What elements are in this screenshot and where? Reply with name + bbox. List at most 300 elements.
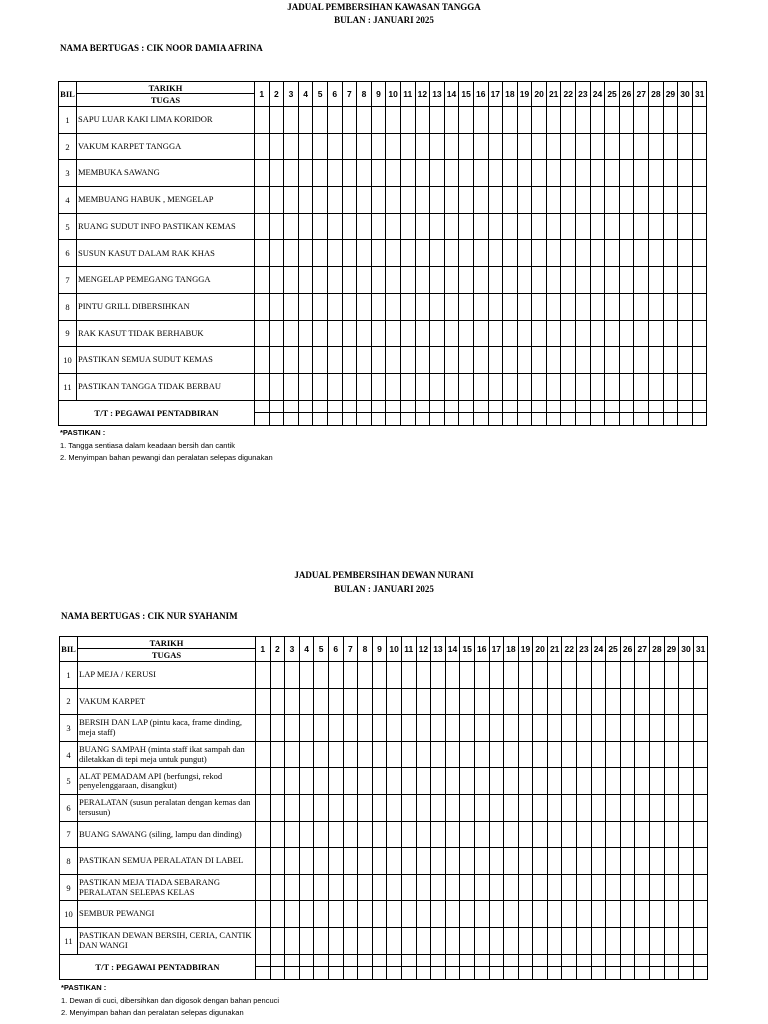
sheet1-check-cell[interactable] [503,133,518,160]
sheet2-check-cell[interactable] [372,741,387,768]
sheet2-check-cell[interactable] [328,874,343,901]
sheet1-check-cell[interactable] [692,293,707,320]
sheet1-check-cell[interactable] [576,373,591,400]
sheet1-signature-cell[interactable] [692,400,707,413]
sheet1-signature-cell[interactable] [649,400,664,413]
sheet1-check-cell[interactable] [298,160,313,187]
sheet1-check-cell[interactable] [255,240,270,267]
sheet1-signature-cell[interactable] [313,400,328,413]
sheet1-check-cell[interactable] [605,373,620,400]
sheet1-check-cell[interactable] [619,373,634,400]
sheet1-check-cell[interactable] [546,267,561,294]
sheet2-check-cell[interactable] [547,688,562,715]
sheet2-check-cell[interactable] [679,688,694,715]
sheet2-check-cell[interactable] [591,662,606,689]
sheet2-check-cell[interactable] [591,901,606,928]
sheet1-check-cell[interactable] [386,293,401,320]
sheet2-check-cell[interactable] [416,901,431,928]
sheet1-check-cell[interactable] [517,107,532,134]
sheet2-check-cell[interactable] [401,715,416,742]
sheet2-check-cell[interactable] [679,901,694,928]
sheet1-check-cell[interactable] [357,320,372,347]
sheet2-signature-cell[interactable] [591,967,606,980]
sheet1-signature-cell[interactable] [357,413,372,426]
sheet1-check-cell[interactable] [678,213,693,240]
sheet2-check-cell[interactable] [650,874,665,901]
sheet2-check-cell[interactable] [328,821,343,848]
sheet1-check-cell[interactable] [415,160,430,187]
sheet2-check-cell[interactable] [664,768,679,795]
sheet2-check-cell[interactable] [299,662,314,689]
sheet1-signature-cell[interactable] [532,413,547,426]
sheet2-signature-cell[interactable] [445,967,460,980]
sheet2-check-cell[interactable] [577,741,592,768]
sheet1-signature-cell[interactable] [459,413,474,426]
sheet2-signature-cell[interactable] [474,967,489,980]
sheet1-check-cell[interactable] [678,240,693,267]
sheet2-signature-cell[interactable] [314,954,329,967]
sheet1-check-cell[interactable] [488,187,503,214]
sheet2-check-cell[interactable] [431,662,446,689]
sheet2-check-cell[interactable] [270,848,285,875]
sheet1-check-cell[interactable] [430,160,445,187]
sheet1-check-cell[interactable] [576,293,591,320]
sheet2-check-cell[interactable] [285,901,300,928]
sheet2-check-cell[interactable] [635,927,650,954]
sheet1-check-cell[interactable] [692,267,707,294]
sheet1-check-cell[interactable] [269,133,284,160]
sheet2-check-cell[interactable] [693,662,708,689]
sheet1-check-cell[interactable] [590,373,605,400]
sheet2-check-cell[interactable] [533,794,548,821]
sheet2-signature-cell[interactable] [416,967,431,980]
sheet1-check-cell[interactable] [532,293,547,320]
sheet1-check-cell[interactable] [488,133,503,160]
sheet1-check-cell[interactable] [327,320,342,347]
sheet2-check-cell[interactable] [401,821,416,848]
sheet2-check-cell[interactable] [416,848,431,875]
sheet1-signature-cell[interactable] [692,413,707,426]
sheet1-check-cell[interactable] [619,133,634,160]
sheet2-signature-cell[interactable] [679,967,694,980]
sheet2-check-cell[interactable] [606,688,621,715]
sheet1-check-cell[interactable] [298,373,313,400]
sheet1-check-cell[interactable] [269,187,284,214]
sheet2-check-cell[interactable] [416,768,431,795]
sheet1-check-cell[interactable] [430,133,445,160]
sheet1-check-cell[interactable] [298,107,313,134]
sheet1-check-cell[interactable] [649,293,664,320]
sheet1-check-cell[interactable] [619,107,634,134]
sheet1-check-cell[interactable] [459,107,474,134]
sheet2-check-cell[interactable] [664,715,679,742]
sheet2-check-cell[interactable] [314,874,329,901]
sheet2-check-cell[interactable] [664,848,679,875]
sheet1-check-cell[interactable] [546,160,561,187]
sheet2-signature-cell[interactable] [445,954,460,967]
sheet1-check-cell[interactable] [590,240,605,267]
sheet2-check-cell[interactable] [416,794,431,821]
sheet2-check-cell[interactable] [328,927,343,954]
sheet2-check-cell[interactable] [518,741,533,768]
sheet1-check-cell[interactable] [590,133,605,160]
sheet1-check-cell[interactable] [415,293,430,320]
sheet2-check-cell[interactable] [474,848,489,875]
sheet1-signature-cell[interactable] [400,400,415,413]
sheet1-check-cell[interactable] [313,107,328,134]
sheet2-check-cell[interactable] [474,688,489,715]
sheet1-check-cell[interactable] [473,107,488,134]
sheet1-check-cell[interactable] [517,240,532,267]
sheet2-signature-cell[interactable] [591,954,606,967]
sheet2-check-cell[interactable] [504,901,519,928]
sheet2-check-cell[interactable] [387,821,402,848]
sheet2-check-cell[interactable] [606,848,621,875]
sheet1-check-cell[interactable] [663,320,678,347]
sheet1-check-cell[interactable] [663,267,678,294]
sheet1-check-cell[interactable] [473,213,488,240]
sheet2-check-cell[interactable] [358,874,373,901]
sheet1-check-cell[interactable] [590,347,605,374]
sheet1-check-cell[interactable] [503,293,518,320]
sheet1-check-cell[interactable] [255,320,270,347]
sheet2-check-cell[interactable] [547,794,562,821]
sheet1-check-cell[interactable] [561,320,576,347]
sheet2-check-cell[interactable] [518,794,533,821]
sheet1-check-cell[interactable] [546,240,561,267]
sheet1-check-cell[interactable] [692,373,707,400]
sheet2-check-cell[interactable] [664,741,679,768]
sheet1-signature-cell[interactable] [386,400,401,413]
sheet1-check-cell[interactable] [400,267,415,294]
sheet1-check-cell[interactable] [692,187,707,214]
sheet1-check-cell[interactable] [561,347,576,374]
sheet2-check-cell[interactable] [256,927,271,954]
sheet2-check-cell[interactable] [299,927,314,954]
sheet1-check-cell[interactable] [400,240,415,267]
sheet1-check-cell[interactable] [327,187,342,214]
sheet2-check-cell[interactable] [401,741,416,768]
sheet1-check-cell[interactable] [371,267,386,294]
sheet2-check-cell[interactable] [606,874,621,901]
sheet2-check-cell[interactable] [693,688,708,715]
sheet2-check-cell[interactable] [562,901,577,928]
sheet1-check-cell[interactable] [590,187,605,214]
sheet2-check-cell[interactable] [635,741,650,768]
sheet1-check-cell[interactable] [605,160,620,187]
sheet2-check-cell[interactable] [343,715,358,742]
sheet2-check-cell[interactable] [562,768,577,795]
sheet2-check-cell[interactable] [489,821,504,848]
sheet1-check-cell[interactable] [663,213,678,240]
sheet1-check-cell[interactable] [678,133,693,160]
sheet1-check-cell[interactable] [255,187,270,214]
sheet2-check-cell[interactable] [635,848,650,875]
sheet1-check-cell[interactable] [386,133,401,160]
sheet2-check-cell[interactable] [285,741,300,768]
sheet1-check-cell[interactable] [298,240,313,267]
sheet2-check-cell[interactable] [460,927,475,954]
sheet1-check-cell[interactable] [619,347,634,374]
sheet2-check-cell[interactable] [372,821,387,848]
sheet1-check-cell[interactable] [357,187,372,214]
sheet1-check-cell[interactable] [473,347,488,374]
sheet2-check-cell[interactable] [299,901,314,928]
sheet2-check-cell[interactable] [547,821,562,848]
sheet1-signature-cell[interactable] [619,400,634,413]
sheet1-signature-cell[interactable] [663,413,678,426]
sheet1-signature-cell[interactable] [386,413,401,426]
sheet1-check-cell[interactable] [357,133,372,160]
sheet1-check-cell[interactable] [357,213,372,240]
sheet2-check-cell[interactable] [591,848,606,875]
sheet2-check-cell[interactable] [387,901,402,928]
sheet1-check-cell[interactable] [459,240,474,267]
sheet2-check-cell[interactable] [562,688,577,715]
sheet1-check-cell[interactable] [400,213,415,240]
sheet2-check-cell[interactable] [387,874,402,901]
sheet2-check-cell[interactable] [562,821,577,848]
sheet2-check-cell[interactable] [518,688,533,715]
sheet2-signature-cell[interactable] [547,967,562,980]
sheet2-check-cell[interactable] [314,901,329,928]
sheet1-check-cell[interactable] [532,267,547,294]
sheet1-check-cell[interactable] [459,293,474,320]
sheet2-check-cell[interactable] [460,901,475,928]
sheet2-check-cell[interactable] [518,874,533,901]
sheet1-check-cell[interactable] [444,133,459,160]
sheet2-check-cell[interactable] [387,662,402,689]
sheet2-check-cell[interactable] [489,768,504,795]
sheet1-check-cell[interactable] [634,187,649,214]
sheet2-check-cell[interactable] [679,821,694,848]
sheet1-check-cell[interactable] [561,133,576,160]
sheet1-signature-cell[interactable] [590,400,605,413]
sheet1-signature-cell[interactable] [517,413,532,426]
sheet1-check-cell[interactable] [298,133,313,160]
sheet2-check-cell[interactable] [343,901,358,928]
sheet2-check-cell[interactable] [358,688,373,715]
sheet2-check-cell[interactable] [577,688,592,715]
sheet2-signature-cell[interactable] [577,967,592,980]
sheet1-check-cell[interactable] [255,133,270,160]
sheet2-check-cell[interactable] [635,794,650,821]
sheet1-check-cell[interactable] [415,267,430,294]
sheet2-check-cell[interactable] [387,848,402,875]
sheet1-check-cell[interactable] [430,240,445,267]
sheet1-check-cell[interactable] [386,373,401,400]
sheet2-signature-cell[interactable] [606,954,621,967]
sheet1-check-cell[interactable] [546,187,561,214]
sheet2-signature-cell[interactable] [372,967,387,980]
sheet1-check-cell[interactable] [619,160,634,187]
sheet1-check-cell[interactable] [561,240,576,267]
sheet1-signature-cell[interactable] [415,413,430,426]
sheet2-check-cell[interactable] [358,715,373,742]
sheet2-check-cell[interactable] [358,741,373,768]
sheet1-check-cell[interactable] [576,187,591,214]
sheet1-check-cell[interactable] [546,347,561,374]
sheet2-check-cell[interactable] [547,901,562,928]
sheet1-check-cell[interactable] [678,187,693,214]
sheet1-check-cell[interactable] [692,320,707,347]
sheet1-check-cell[interactable] [649,240,664,267]
sheet2-check-cell[interactable] [460,662,475,689]
sheet2-check-cell[interactable] [431,715,446,742]
sheet2-check-cell[interactable] [635,715,650,742]
sheet1-check-cell[interactable] [313,187,328,214]
sheet2-check-cell[interactable] [416,821,431,848]
sheet2-check-cell[interactable] [416,688,431,715]
sheet2-check-cell[interactable] [693,821,708,848]
sheet2-check-cell[interactable] [504,688,519,715]
sheet2-check-cell[interactable] [401,662,416,689]
sheet2-signature-cell[interactable] [635,954,650,967]
sheet2-check-cell[interactable] [533,848,548,875]
sheet1-check-cell[interactable] [255,160,270,187]
sheet1-check-cell[interactable] [546,213,561,240]
sheet1-check-cell[interactable] [444,187,459,214]
sheet2-check-cell[interactable] [577,848,592,875]
sheet1-check-cell[interactable] [298,347,313,374]
sheet1-check-cell[interactable] [313,240,328,267]
sheet2-check-cell[interactable] [562,794,577,821]
sheet1-check-cell[interactable] [459,267,474,294]
sheet2-check-cell[interactable] [256,715,271,742]
sheet1-check-cell[interactable] [546,320,561,347]
sheet1-check-cell[interactable] [605,187,620,214]
sheet2-check-cell[interactable] [474,741,489,768]
sheet1-check-cell[interactable] [342,293,357,320]
sheet1-check-cell[interactable] [503,320,518,347]
sheet2-check-cell[interactable] [416,662,431,689]
sheet2-signature-cell[interactable] [299,967,314,980]
sheet1-check-cell[interactable] [459,213,474,240]
sheet2-check-cell[interactable] [591,715,606,742]
sheet2-check-cell[interactable] [445,741,460,768]
sheet2-check-cell[interactable] [314,741,329,768]
sheet1-check-cell[interactable] [576,133,591,160]
sheet1-check-cell[interactable] [503,213,518,240]
sheet1-check-cell[interactable] [619,213,634,240]
sheet2-check-cell[interactable] [562,715,577,742]
sheet1-check-cell[interactable] [269,320,284,347]
sheet2-signature-cell[interactable] [693,967,708,980]
sheet1-check-cell[interactable] [619,293,634,320]
sheet1-signature-cell[interactable] [649,413,664,426]
sheet2-check-cell[interactable] [489,874,504,901]
sheet2-check-cell[interactable] [547,715,562,742]
sheet1-check-cell[interactable] [430,320,445,347]
sheet2-check-cell[interactable] [416,874,431,901]
sheet1-check-cell[interactable] [327,347,342,374]
sheet2-check-cell[interactable] [547,927,562,954]
sheet2-check-cell[interactable] [489,848,504,875]
sheet2-check-cell[interactable] [299,768,314,795]
sheet2-check-cell[interactable] [474,715,489,742]
sheet1-check-cell[interactable] [284,160,299,187]
sheet2-check-cell[interactable] [650,901,665,928]
sheet1-check-cell[interactable] [371,160,386,187]
sheet2-check-cell[interactable] [299,821,314,848]
sheet1-check-cell[interactable] [634,240,649,267]
sheet1-check-cell[interactable] [619,187,634,214]
sheet2-signature-cell[interactable] [577,954,592,967]
sheet2-check-cell[interactable] [256,848,271,875]
sheet2-check-cell[interactable] [577,901,592,928]
sheet2-check-cell[interactable] [504,741,519,768]
sheet2-check-cell[interactable] [577,874,592,901]
sheet2-check-cell[interactable] [387,715,402,742]
sheet2-check-cell[interactable] [270,874,285,901]
sheet2-check-cell[interactable] [372,901,387,928]
sheet2-check-cell[interactable] [533,874,548,901]
sheet1-check-cell[interactable] [473,267,488,294]
sheet1-check-cell[interactable] [444,213,459,240]
sheet2-check-cell[interactable] [343,794,358,821]
sheet1-signature-cell[interactable] [327,413,342,426]
sheet1-check-cell[interactable] [371,320,386,347]
sheet2-signature-cell[interactable] [533,954,548,967]
sheet1-check-cell[interactable] [488,107,503,134]
sheet1-check-cell[interactable] [342,320,357,347]
sheet2-check-cell[interactable] [256,794,271,821]
sheet2-check-cell[interactable] [431,821,446,848]
sheet1-check-cell[interactable] [561,187,576,214]
sheet2-check-cell[interactable] [591,794,606,821]
sheet1-check-cell[interactable] [415,133,430,160]
sheet2-check-cell[interactable] [343,848,358,875]
sheet1-check-cell[interactable] [692,347,707,374]
sheet2-check-cell[interactable] [591,821,606,848]
sheet1-check-cell[interactable] [605,320,620,347]
sheet2-check-cell[interactable] [504,927,519,954]
sheet2-check-cell[interactable] [679,794,694,821]
sheet2-check-cell[interactable] [445,848,460,875]
sheet1-check-cell[interactable] [473,240,488,267]
sheet1-signature-cell[interactable] [269,400,284,413]
sheet2-signature-cell[interactable] [504,954,519,967]
sheet1-signature-cell[interactable] [357,400,372,413]
sheet1-check-cell[interactable] [386,107,401,134]
sheet2-check-cell[interactable] [474,821,489,848]
sheet2-check-cell[interactable] [416,927,431,954]
sheet2-check-cell[interactable] [693,848,708,875]
sheet1-signature-cell[interactable] [605,400,620,413]
sheet2-check-cell[interactable] [664,821,679,848]
sheet2-check-cell[interactable] [285,927,300,954]
sheet1-signature-cell[interactable] [269,413,284,426]
sheet2-check-cell[interactable] [577,768,592,795]
sheet2-check-cell[interactable] [650,688,665,715]
sheet1-check-cell[interactable] [473,133,488,160]
sheet2-check-cell[interactable] [358,848,373,875]
sheet1-check-cell[interactable] [488,267,503,294]
sheet2-check-cell[interactable] [431,874,446,901]
sheet2-check-cell[interactable] [445,901,460,928]
sheet2-signature-cell[interactable] [256,954,271,967]
sheet2-check-cell[interactable] [328,688,343,715]
sheet1-check-cell[interactable] [532,373,547,400]
sheet2-signature-cell[interactable] [547,954,562,967]
sheet2-signature-cell[interactable] [460,967,475,980]
sheet1-check-cell[interactable] [473,187,488,214]
sheet1-check-cell[interactable] [284,187,299,214]
sheet2-check-cell[interactable] [518,768,533,795]
sheet1-check-cell[interactable] [605,293,620,320]
sheet2-check-cell[interactable] [547,662,562,689]
sheet1-check-cell[interactable] [473,320,488,347]
